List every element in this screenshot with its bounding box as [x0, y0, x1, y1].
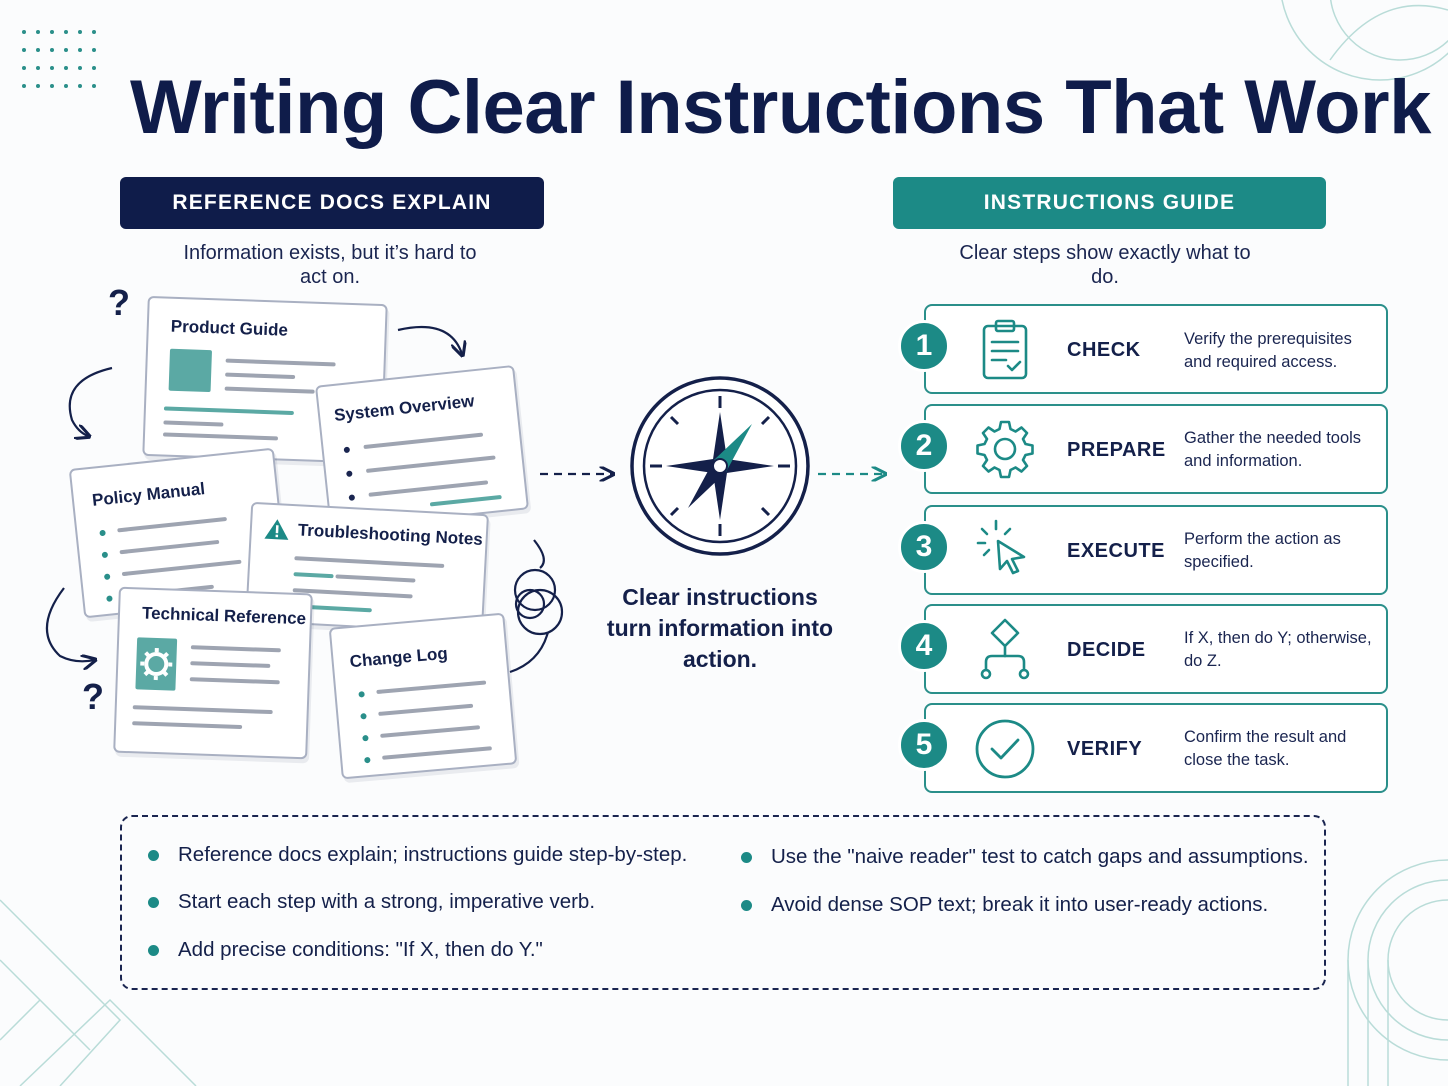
question-mark-icon: ?: [108, 282, 130, 323]
step-number: 3: [898, 521, 950, 573]
document-title: Troubleshooting Notes: [297, 520, 484, 550]
step-label: EXECUTE: [1067, 540, 1165, 562]
decision-diamond-icon: [972, 616, 1038, 682]
gear-icon: [135, 637, 177, 690]
reference-docs-heading: REFERENCE DOCS EXPLAIN: [120, 177, 544, 229]
step-number: 5: [898, 719, 950, 771]
gear-icon: [972, 416, 1038, 482]
cursor-click-icon: [972, 517, 1038, 583]
document-card-change-log: [329, 613, 518, 780]
document-title: System Overview: [333, 391, 476, 425]
instructions-guide-heading: INSTRUCTIONS GUIDE: [893, 177, 1326, 229]
tip-item: Avoid dense SOP text; break it into user-ready actions.: [771, 893, 1269, 916]
compass-caption: Clear instructions turn information into action.: [606, 584, 834, 672]
bullet-dot: [148, 850, 159, 861]
step-label: PREPARE: [1067, 439, 1166, 461]
step-label: CHECK: [1067, 339, 1141, 361]
step-number: 1: [898, 320, 950, 372]
question-mark-icon: ?: [82, 676, 104, 717]
tip-item: Reference docs explain; instructions guide step-by-step.: [178, 843, 688, 866]
check-circle-icon: [972, 715, 1038, 781]
tip-item: Add precise conditions: "If X, then do Y.": [178, 938, 543, 961]
step-description: If X, then do Y; otherwise, do Z.: [1184, 629, 1372, 670]
bullet-dot: [148, 897, 159, 908]
step-number: 2: [898, 420, 950, 472]
step-description: Verify the prerequisites and required access.: [1184, 330, 1352, 371]
page-title: Writing Clear Instructions That Work: [130, 65, 1431, 150]
step-label: VERIFY: [1067, 738, 1143, 760]
step-description: Gather the needed tools and information.: [1184, 429, 1362, 470]
reference-docs-subtitle: Information exists, but it’s hard to act on.: [183, 242, 477, 288]
bullet-dot: [741, 852, 752, 863]
tip-item: Start each step with a strong, imperative verb.: [178, 890, 596, 913]
warning-icon: [263, 517, 290, 542]
step-description: Perform the action as specified.: [1184, 530, 1341, 571]
step-label: DECIDE: [1067, 639, 1146, 661]
bullet-dot: [148, 945, 159, 956]
document-title: Change Log: [348, 643, 449, 672]
step-description: Confirm the result and close the task.: [1184, 728, 1347, 769]
document-card-technical-reference: [113, 587, 313, 760]
instructions-guide-subtitle: Clear steps show exactly what to do.: [959, 242, 1251, 288]
step-number: 4: [898, 620, 950, 672]
image-placeholder: [169, 349, 212, 392]
document-title: Policy Manual: [91, 479, 206, 510]
dot-grid-decoration: [22, 30, 106, 88]
document-title: Technical Reference: [141, 603, 307, 629]
bullet-dot: [741, 900, 752, 911]
tip-item: Use the "naive reader" test to catch gaps and assumptions.: [771, 845, 1309, 868]
document-card-system-overview: [315, 365, 529, 530]
document-title: Product Guide: [170, 316, 289, 340]
clipboard-check-icon: [972, 316, 1038, 382]
